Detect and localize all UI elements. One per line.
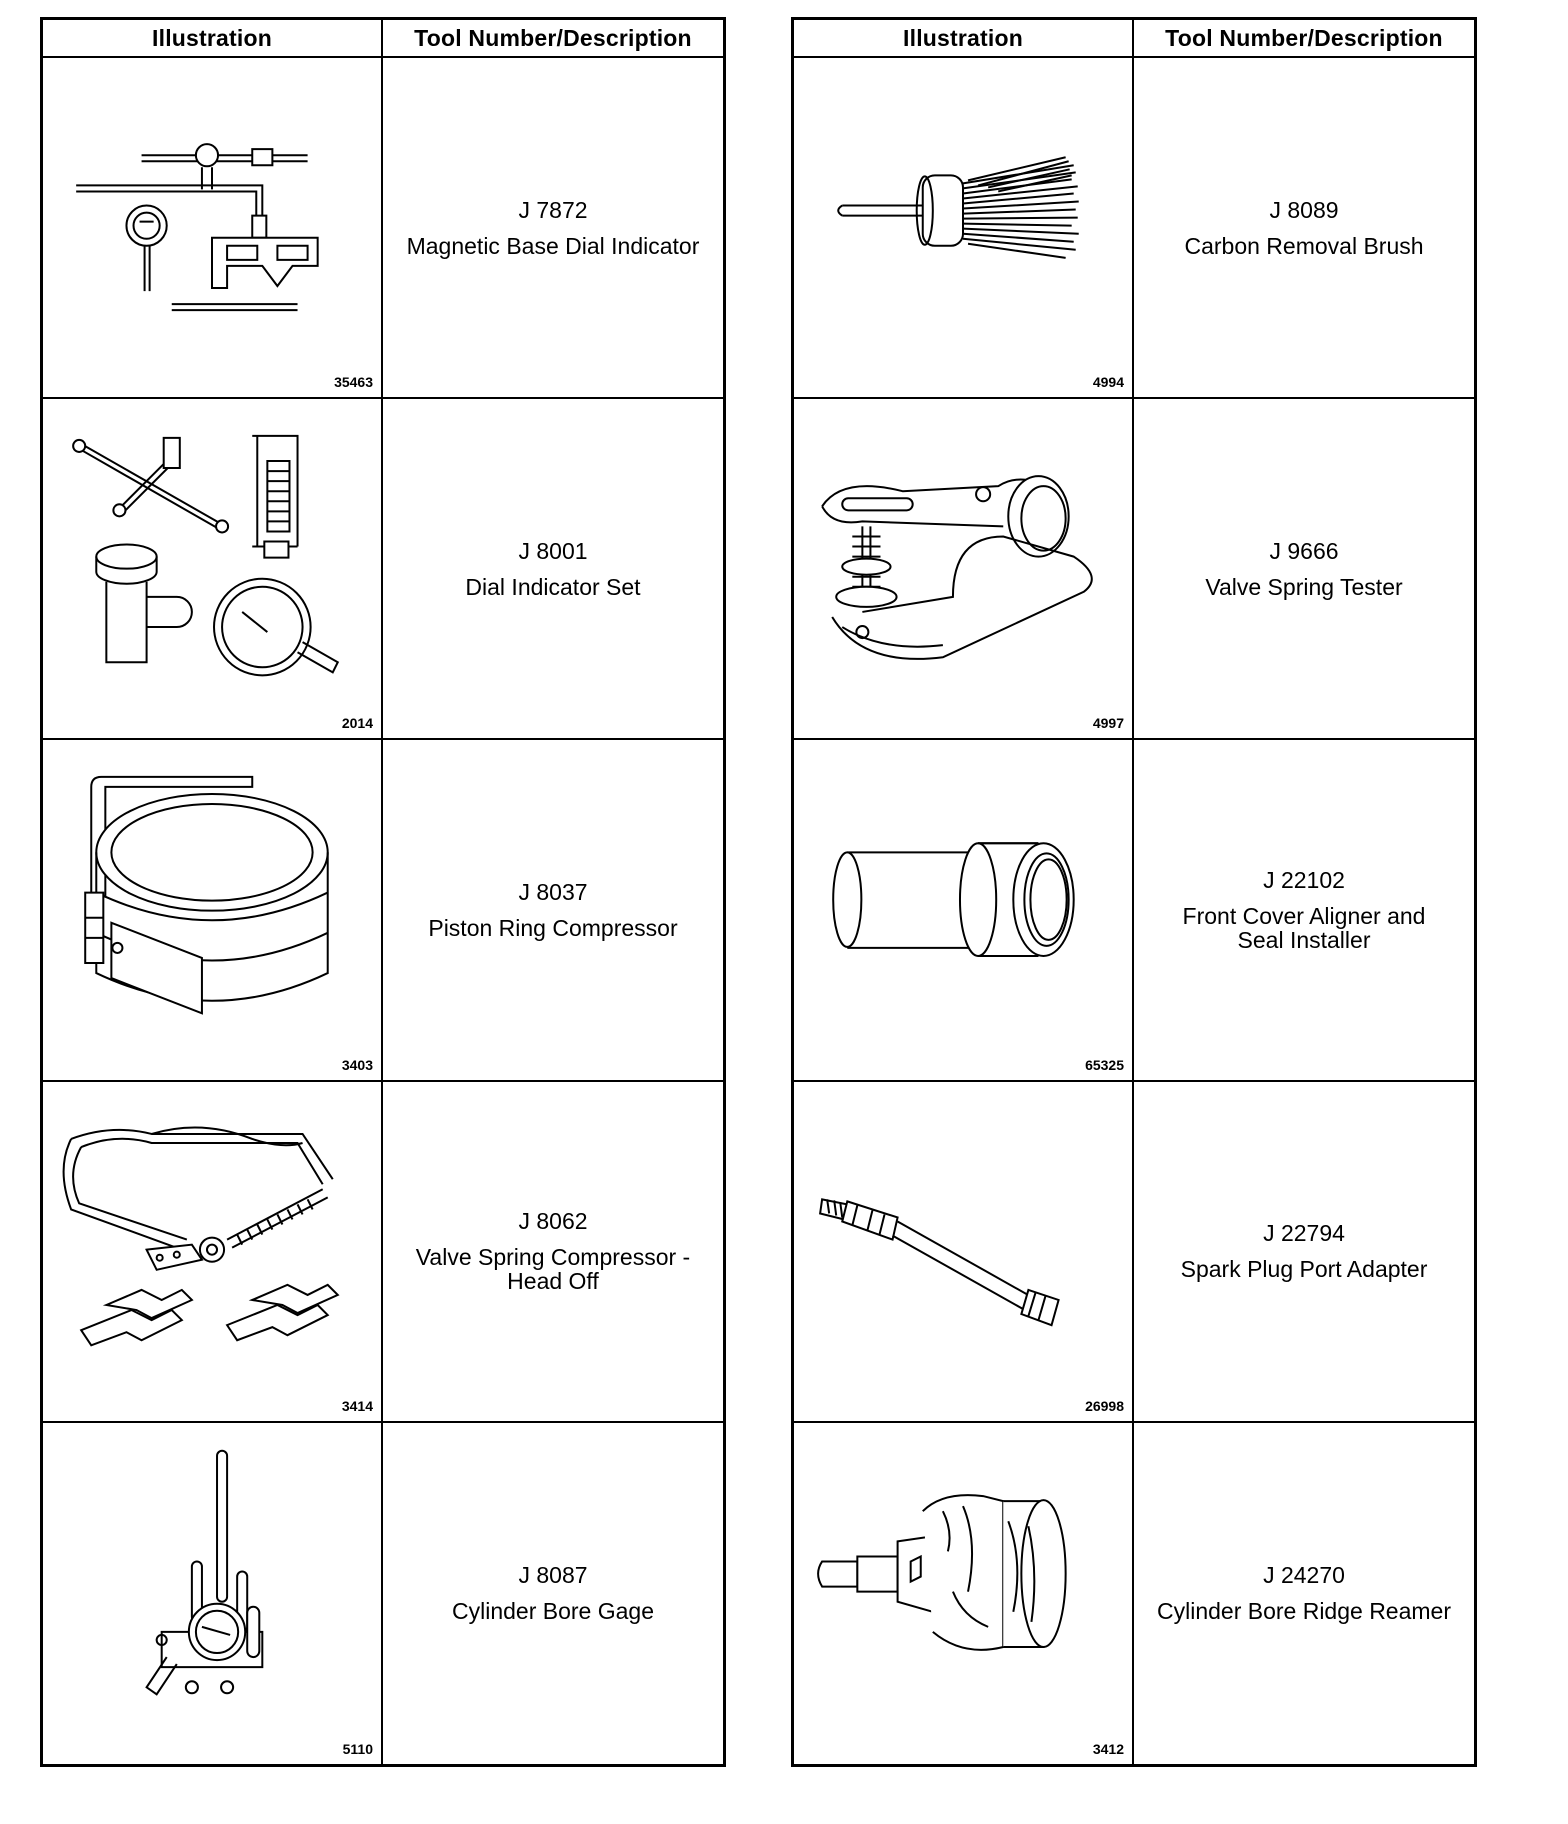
illustration-cell [794, 1082, 1134, 1423]
tool-description-cell [383, 58, 723, 399]
illustration-cell [43, 740, 383, 1081]
figure-number: 3412 [1092, 1741, 1124, 1757]
tool-description-cell [383, 1423, 723, 1764]
tool-description-cell [383, 740, 723, 1081]
illustration-cell [794, 58, 1134, 399]
valve-spring-tester-icon [802, 405, 1124, 708]
front-cover-aligner-icon [802, 746, 1124, 1049]
tool-number: J 8037 [518, 878, 588, 905]
header-illustration: Illustration [794, 20, 1134, 58]
cylinder-bore-ridge-reamer-icon [802, 1429, 1124, 1734]
tool-description-cell [383, 1082, 723, 1423]
tool-number: J 8062 [518, 1208, 588, 1235]
tool-description: Piston Ring Compressor [428, 914, 678, 941]
tool-number: J 22794 [1263, 1220, 1345, 1247]
tool-description: Valve Spring Compressor - Head Off [415, 1244, 691, 1295]
tool-number: J 9666 [1269, 537, 1339, 564]
figure-number: 65325 [1085, 1056, 1124, 1073]
illustration-cell [43, 1423, 383, 1764]
dial-indicator-magnetic-base-icon [51, 64, 373, 367]
tool-description: Cylinder Bore Ridge Reamer [1156, 1598, 1451, 1625]
tool-number: J 8087 [518, 1562, 588, 1589]
tool-description: Dial Indicator Set [465, 573, 641, 600]
tool-description-cell [383, 399, 723, 740]
cylinder-bore-gage-icon [51, 1429, 373, 1734]
figure-number: 2014 [341, 715, 373, 732]
tool-description-cell [1134, 1082, 1474, 1423]
figure-number: 5110 [342, 1741, 373, 1757]
tool-description: Cylinder Bore Gage [452, 1598, 654, 1625]
illustration-cell [43, 58, 383, 399]
tool-table-right [791, 17, 1477, 1767]
spark-plug-port-adapter-icon [802, 1088, 1124, 1391]
header-tool-number-description: Tool Number/Description [383, 20, 723, 58]
tool-description-cell [1134, 740, 1474, 1081]
tool-number: J 22102 [1263, 866, 1345, 893]
figure-number: 3403 [341, 1056, 373, 1073]
tool-description-cell [1134, 399, 1474, 740]
valve-spring-compressor-icon [51, 1088, 373, 1391]
tool-description: Magnetic Base Dial Indicator [406, 232, 700, 259]
piston-ring-compressor-icon [51, 746, 373, 1049]
figure-number: 4994 [1092, 374, 1124, 391]
tool-number: J 24270 [1263, 1562, 1345, 1589]
carbon-removal-brush-icon [802, 64, 1124, 367]
illustration-cell [43, 399, 383, 740]
tool-number: J 7872 [518, 196, 588, 223]
tool-table-left [40, 17, 726, 1767]
illustration-cell [794, 740, 1134, 1081]
illustration-cell [794, 1423, 1134, 1764]
illustration-cell [43, 1082, 383, 1423]
figure-number: 35463 [334, 374, 373, 391]
tool-description: Carbon Removal Brush [1184, 232, 1424, 259]
tool-description: Spark Plug Port Adapter [1180, 1256, 1428, 1283]
figure-number: 4997 [1092, 715, 1124, 732]
tool-number: J 8001 [518, 537, 588, 564]
illustration-cell [794, 399, 1134, 740]
header-tool-number-description: Tool Number/Description [1134, 20, 1474, 58]
figure-number: 26998 [1085, 1397, 1124, 1414]
tool-description-cell [1134, 1423, 1474, 1764]
dial-indicator-set-icon [51, 405, 373, 708]
tool-number: J 8089 [1269, 196, 1339, 223]
tool-description: Valve Spring Tester [1205, 573, 1403, 600]
tool-description-cell [1134, 58, 1474, 399]
header-illustration: Illustration [43, 20, 383, 58]
tool-description: Front Cover Aligner and Seal Installer [1182, 902, 1426, 953]
figure-number: 3414 [341, 1397, 373, 1414]
